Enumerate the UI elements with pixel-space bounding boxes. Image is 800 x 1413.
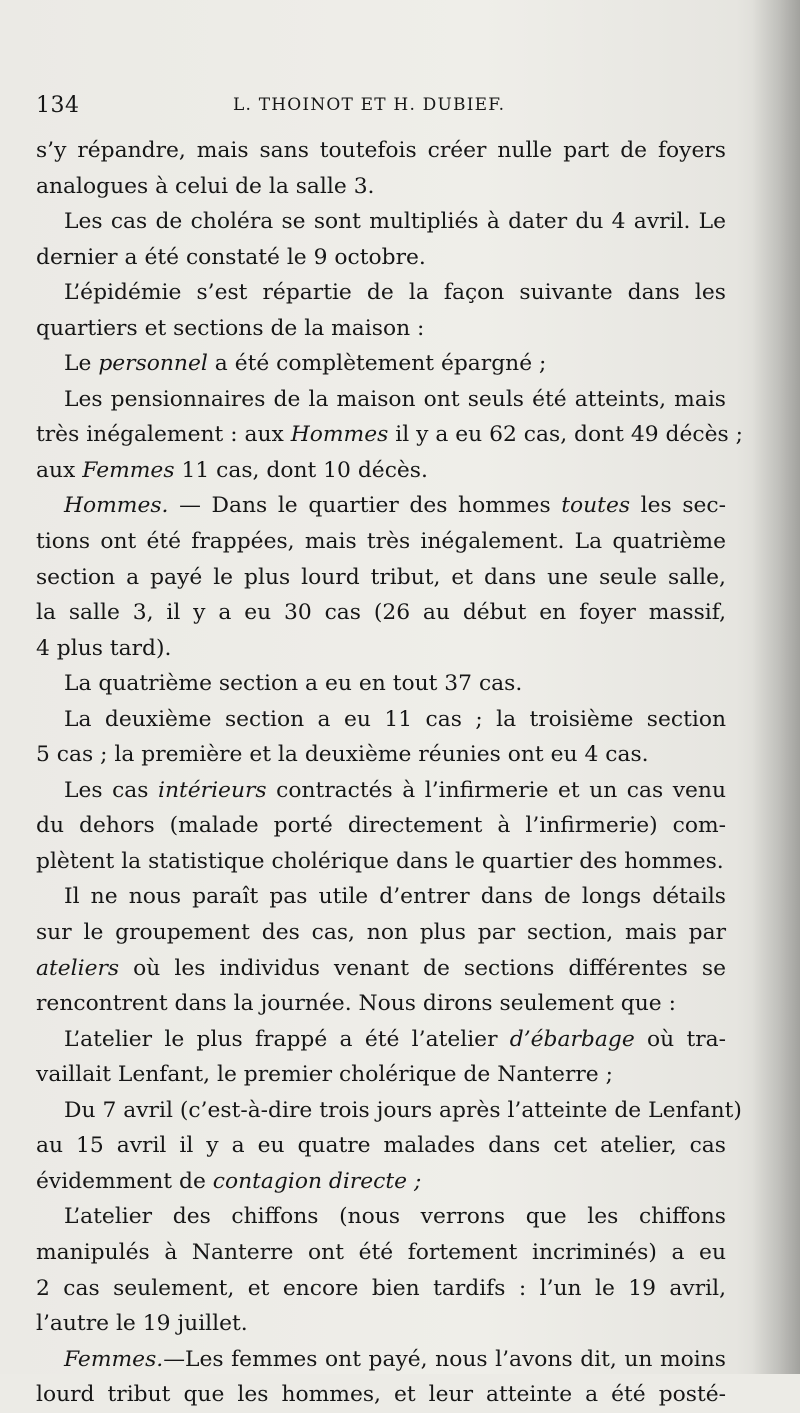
- italic-term: contagion directe ;: [212, 1168, 422, 1194]
- text-line: plètent la statistique cholérique dans le quartier des hommes.: [36, 848, 724, 874]
- text-line: 4 plus tard).: [36, 635, 172, 661]
- text-line: la salle 3, il y a eu 30 cas (26 au début en foyer massif,: [36, 600, 726, 626]
- text-line: analogues à celui de la salle 3.: [36, 173, 375, 199]
- text-line: ateliers où les individus venant de sections différentes se: [36, 955, 726, 981]
- text-line: sur le groupement des cas, non plus par section, mais par: [36, 920, 726, 946]
- text-line: Il ne nous paraît pas utile d’entrer dans de longs détails: [64, 884, 726, 910]
- text-line: L’atelier des chiffons (nous verrons que les chiffons: [64, 1204, 726, 1230]
- italic-term: toutes: [561, 493, 631, 519]
- italic-term: ateliers: [36, 955, 120, 981]
- italic-term: personnel: [98, 351, 208, 377]
- text-line: section a payé le plus lourd tribut, et dans une seule salle,: [36, 564, 726, 590]
- text-line: très inégalement : aux Hommes il y a eu 62 cas, dont 49 décès ;: [36, 422, 743, 448]
- text-line: évidemment de contagion directe ;: [36, 1168, 422, 1194]
- running-head: L. THOINOT ET H. DUBIEF.: [233, 95, 506, 115]
- section-heading: Hommes.: [64, 493, 169, 519]
- text-line: 2 cas seulement, et encore bien tardifs : l’un le 19 avril,: [36, 1275, 726, 1301]
- text-line: La quatrième section a eu en tout 37 cas.: [64, 671, 523, 697]
- page-number: 134: [36, 93, 80, 118]
- text-line: Les cas intérieurs contractés à l’infirmerie et un cas venu: [64, 777, 726, 803]
- text-line: au 15 avril il y a eu quatre malades dans cet atelier, cas: [36, 1133, 726, 1159]
- text-line: l’autre le 19 juillet.: [36, 1311, 248, 1337]
- page-header: [36, 93, 726, 121]
- text-line: vaillait Lenfant, le premier cholérique de Nanterre ;: [36, 1062, 613, 1088]
- text-line: manipulés à Nanterre ont été fortement incriminés) a eu: [36, 1239, 726, 1265]
- text-line: s’y répandre, mais sans toutefois créer nulle part de foyers: [36, 138, 726, 163]
- text-line: dernier a été constaté le 9 octobre.: [36, 244, 426, 270]
- page-edge-shadow: [752, 0, 800, 1374]
- section-heading: Femmes.: [64, 1346, 164, 1372]
- text-line: rencontrent dans la journée. Nous dirons seulement que :: [36, 991, 676, 1017]
- text-line: Hommes. — Dans le quartier des hommes toutes les sec-: [64, 493, 726, 519]
- text-line: L’atelier le plus frappé a été l’atelier d’ébarbage où tra-: [64, 1026, 727, 1052]
- italic-term: Hommes: [290, 422, 389, 448]
- text-line: La deuxième section a eu 11 cas ; la troisième section: [64, 706, 726, 732]
- text-line: tions ont été frappées, mais très inégalement. La quatrième: [36, 529, 726, 555]
- text-line: Du 7 avril (c’est-à-dire trois jours après l’atteinte de Lenfant): [64, 1097, 742, 1123]
- italic-term: d’ébarbage: [509, 1026, 635, 1052]
- text-line: Femmes.—Les femmes ont payé, nous l’avons dit, un moins: [64, 1346, 726, 1372]
- italic-term: Femmes: [82, 457, 175, 483]
- text-line: aux Femmes 11 cas, dont 10 décès.: [36, 457, 428, 483]
- text-line: L’épidémie s’est répartie de la façon suivante dans les: [64, 280, 726, 306]
- text-line: Le personnel a été complètement épargné ;: [64, 351, 547, 377]
- text-line: 5 cas ; la première et la deuxième réunies ont eu 4 cas.: [36, 742, 649, 768]
- text-line: Les cas de choléra se sont multipliés à dater du 4 avril. Le: [64, 209, 726, 235]
- italic-term: intérieurs: [158, 777, 267, 803]
- text-line: du dehors (malade porté directement à l’infirmerie) com-: [36, 813, 726, 839]
- text-line: lourd tribut que les hommes, et leur atteinte a été posté-: [36, 1382, 726, 1408]
- body-text: [36, 133, 743, 1413]
- text-line: quartiers et sections de la maison :: [36, 315, 425, 341]
- text-line: Les pensionnaires de la maison ont seuls été atteints, mais: [64, 386, 726, 412]
